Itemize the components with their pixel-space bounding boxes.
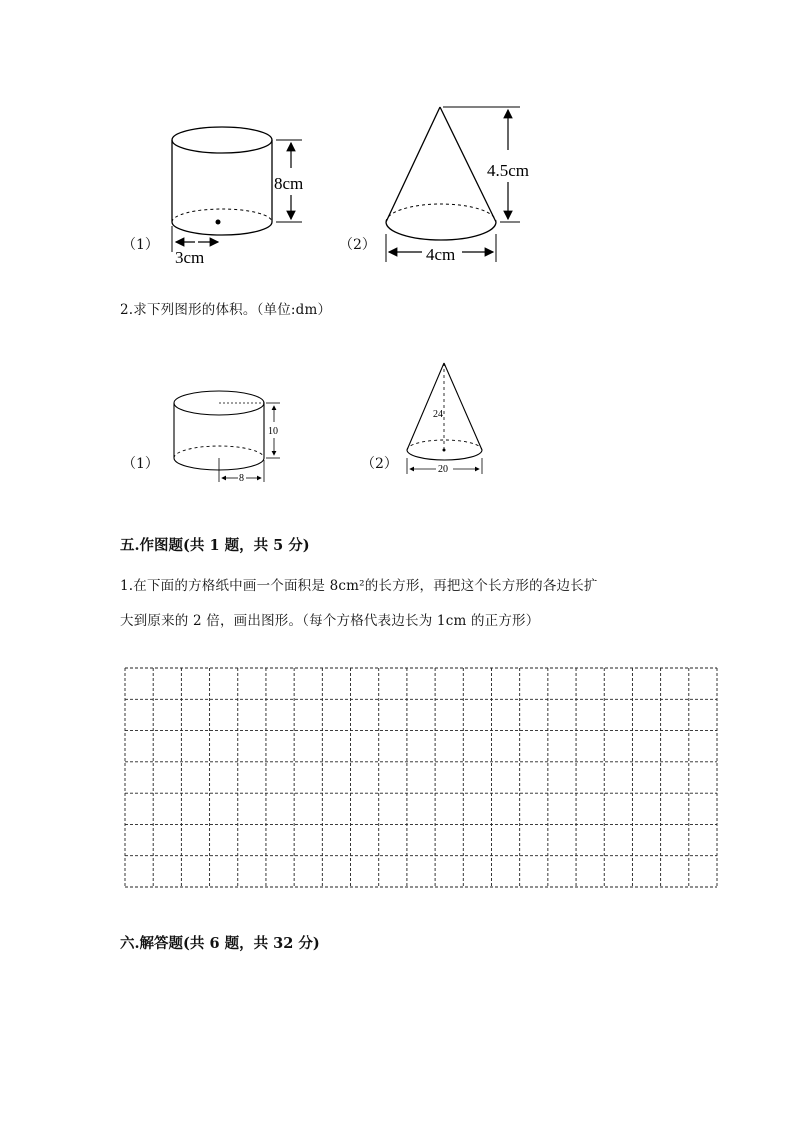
cylinder-q2-height-label: 10	[268, 426, 278, 437]
question-2-text: 2.求下列图形的体积。（单位:dm）	[120, 302, 332, 318]
section-6-title: 六.解答题(共 6 题，共 32 分)	[120, 935, 320, 952]
cone-q2-diameter-label: 20	[438, 464, 448, 475]
square-grid-paper[interactable]	[124, 667, 718, 889]
top-figures	[0, 0, 794, 300]
section-5-question-1-line-2: 大到原来的 2 倍，画出图形。（每个方格代表边长为 1cm 的正方形）	[120, 613, 540, 629]
q2-figure-1-index: （1）	[122, 456, 159, 472]
cone-figure-2	[386, 107, 529, 264]
figure-1-index: （1）	[122, 237, 159, 253]
cylinder-q2-radius-label: 8	[239, 473, 244, 484]
cone-q2-height-label: 24	[433, 409, 443, 420]
cone-figure-q2	[407, 363, 482, 475]
question-2-figures	[0, 350, 794, 500]
section-5-question-1-line-1: 1.在下面的方格纸中画一个面积是 8cm²的长方形，再把这个长方形的各边长扩	[120, 578, 598, 594]
cylinder-figure-q2	[174, 391, 280, 484]
cone-2-height-label: 4.5cm	[487, 161, 530, 180]
cylinder-1-height-label: 8cm	[274, 174, 304, 193]
cylinder-figure-1	[172, 127, 303, 267]
section-5-title: 五.作图题(共 1 题，共 5 分)	[120, 537, 310, 554]
cone-2-diameter-label: 4cm	[426, 245, 456, 264]
q2-figure-2-index: （2）	[361, 456, 398, 472]
figure-2-index: （2）	[339, 237, 376, 253]
cylinder-1-radius-label: 3cm	[175, 248, 205, 267]
